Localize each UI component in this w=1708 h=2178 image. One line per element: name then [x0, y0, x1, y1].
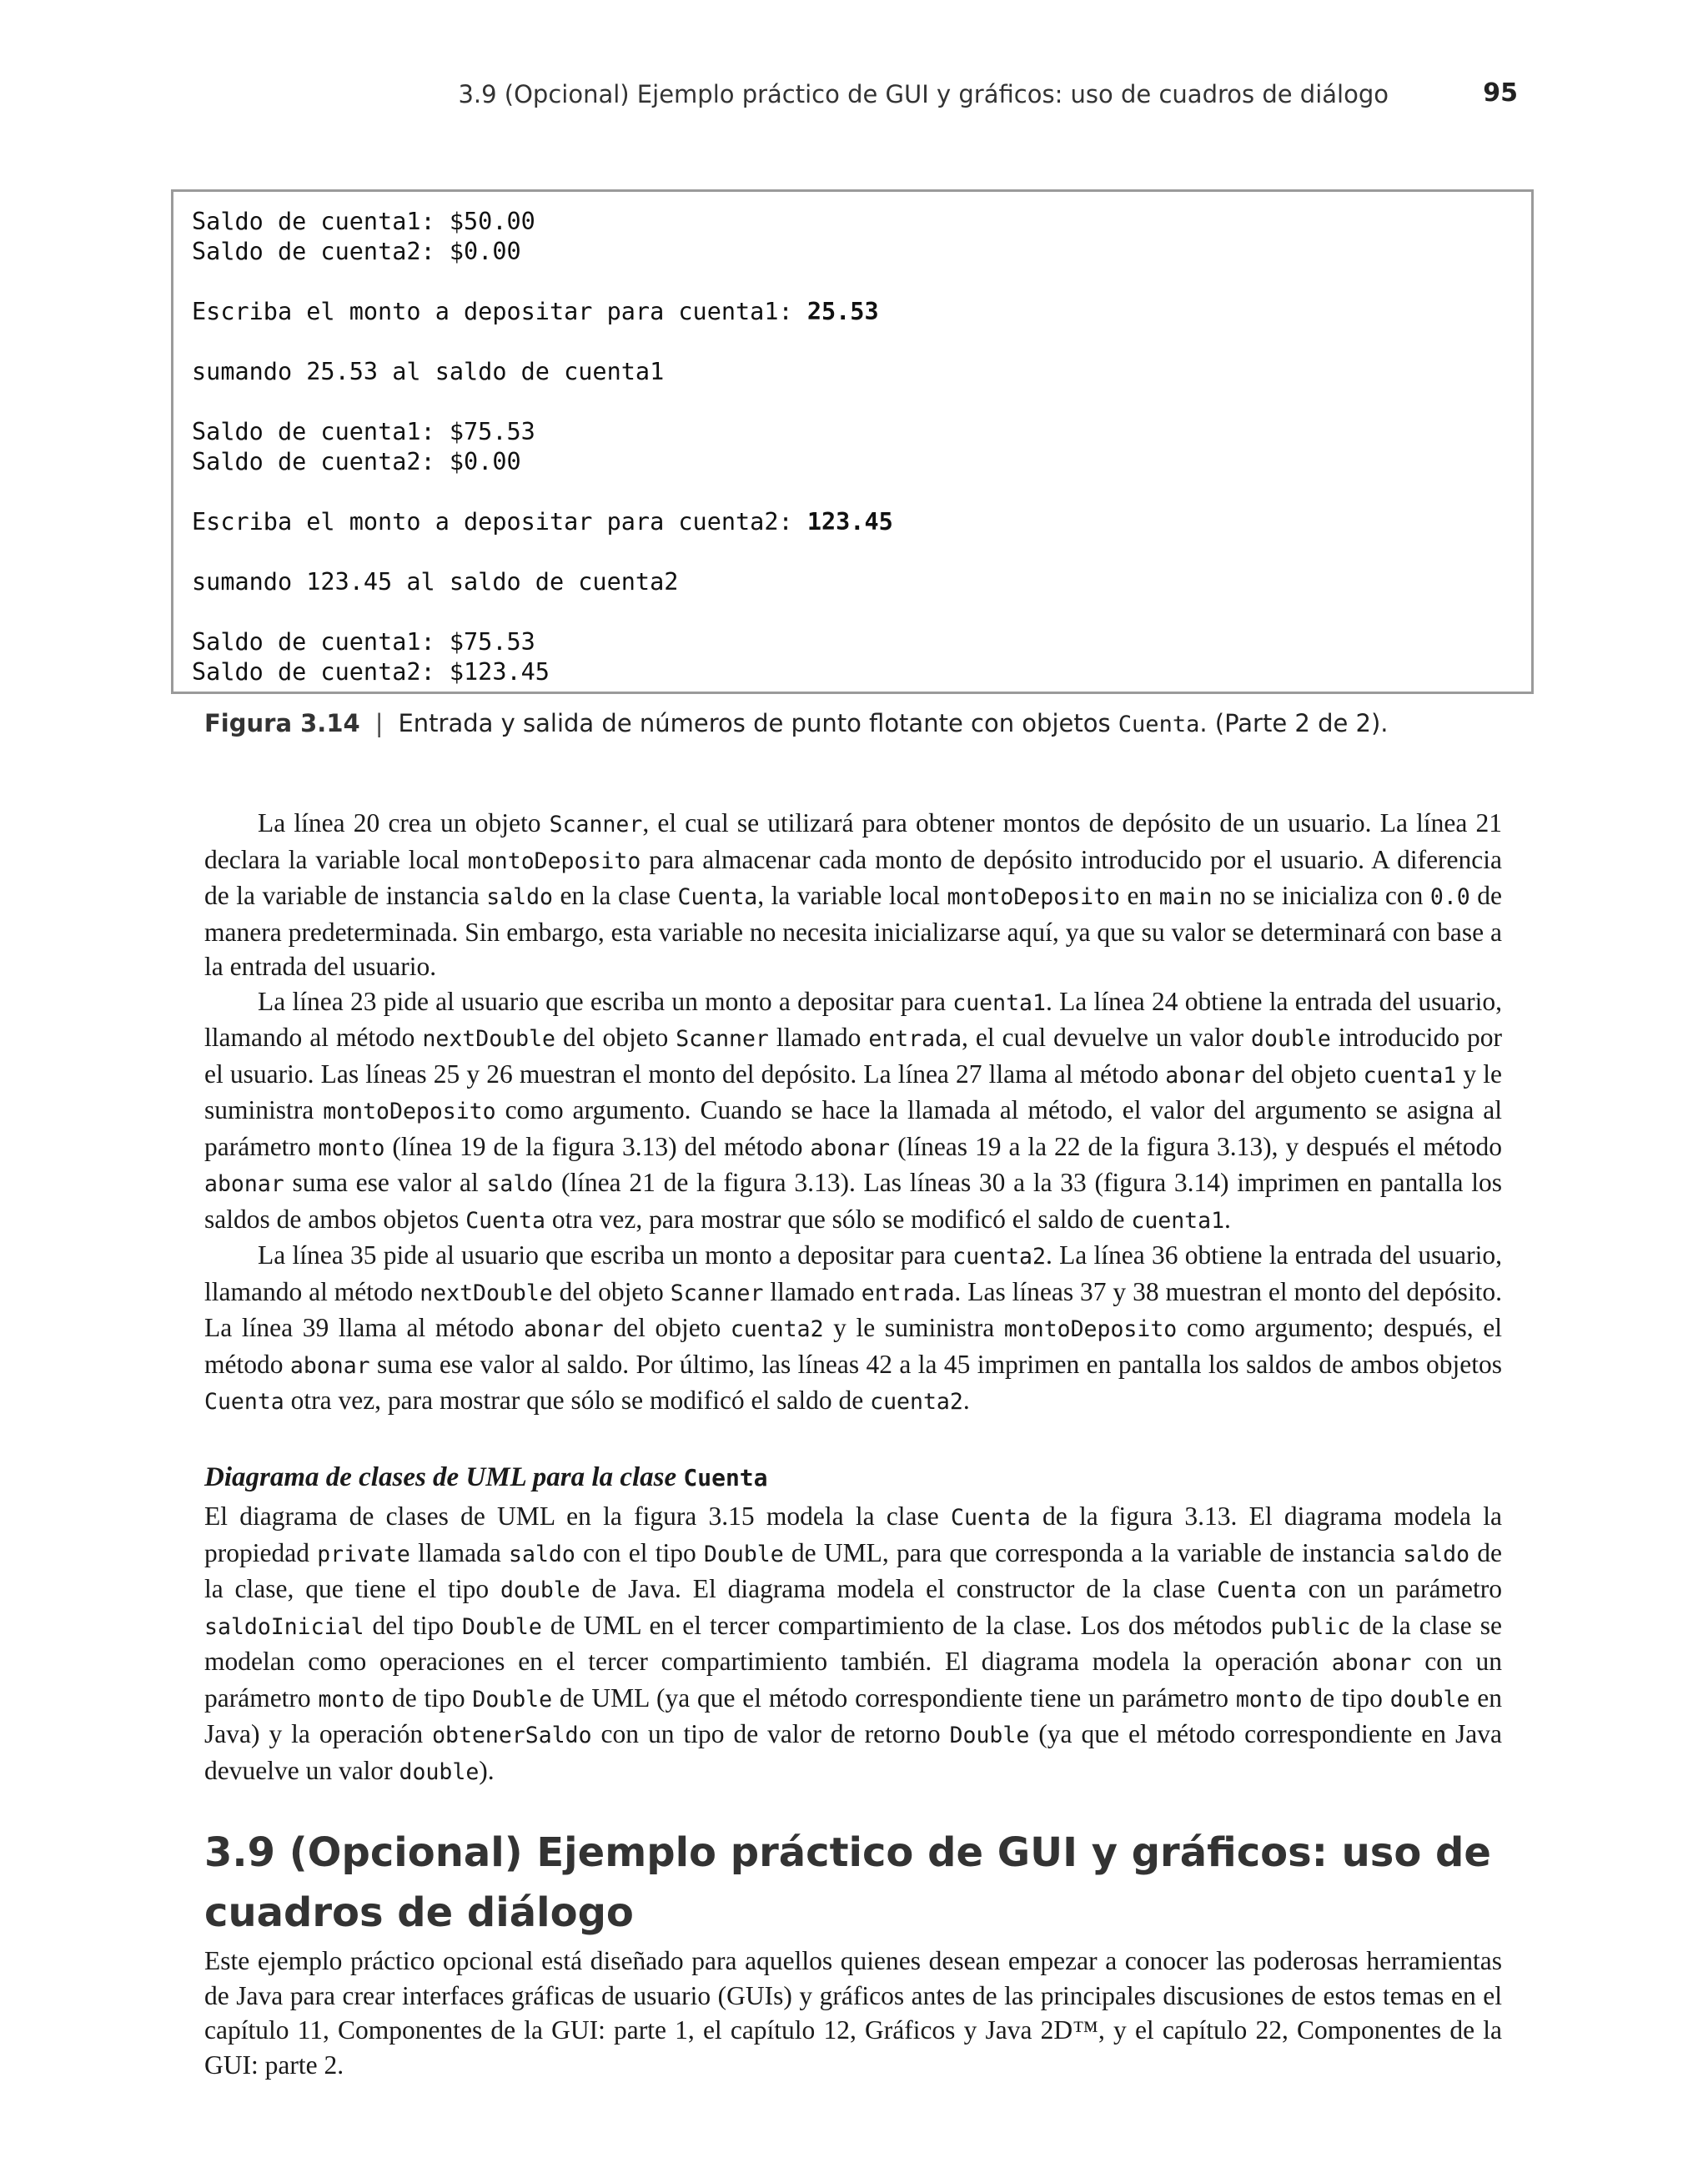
inline-code: abonar — [1331, 1650, 1412, 1676]
inline-code: montoDeposito — [947, 884, 1121, 910]
inline-code: private — [317, 1541, 410, 1567]
text-run: como argumento. Cuando se hace la llamada al método, el valor del argumento se asigna al parámetro — [204, 1095, 1503, 1161]
inline-code: cuenta2 — [730, 1316, 824, 1342]
output-prompt: Escriba el monto a depositar para cuenta2: — [192, 508, 807, 536]
inline-code: double — [1251, 1026, 1331, 1052]
text-run: . — [962, 1386, 970, 1415]
inline-code: cuenta1 — [1363, 1062, 1457, 1089]
paragraph-uml — [204, 1499, 1502, 1789]
text-run: y le suministra — [204, 1059, 1503, 1124]
inline-code: abonar — [1165, 1062, 1245, 1089]
text-run: El diagrama de clases de UML en la figura 3.15 modela la clase — [204, 1501, 952, 1531]
inline-code: Scanner — [670, 1280, 764, 1306]
output-user-input: 25.53 — [806, 298, 879, 325]
paragraph-scanner — [204, 806, 1502, 984]
inline-code: montoDeposito — [323, 1099, 496, 1124]
text-run: de la clase se modelan como operaciones en el tercer compartimiento también. El diagrama modela la operación — [204, 1610, 1502, 1676]
text-run: . Las líneas 37 y 38 muestran el monto del depósito. La línea 39 llama al método — [204, 1276, 1503, 1342]
inline-code: Double — [462, 1613, 542, 1640]
text-run: (línea 19 de la figura 3.13) del método — [384, 1131, 811, 1161]
caption-separator: | — [374, 709, 384, 737]
text-run: La línea 23 pide al usuario que escriba un monto a depositar para — [258, 986, 953, 1016]
inline-code: 0.0 — [1429, 884, 1470, 910]
inline-code: cuenta1 — [952, 989, 1046, 1016]
text-run: de UML, para que corresponda a la variable de instancia — [783, 1537, 1404, 1567]
inline-code: cuenta1 — [1131, 1207, 1225, 1234]
text-run: y le suministra — [823, 1313, 1004, 1342]
inline-code: abonar — [204, 1171, 284, 1197]
inline-code: Double — [949, 1723, 1030, 1748]
subheading-text: Diagrama de clases de UML para la clase — [204, 1462, 684, 1492]
caption-text: Entrada y salida de números de punto flotante con objetos — [398, 709, 1118, 737]
inline-code: cuenta2 — [952, 1244, 1046, 1270]
text-run: introducido por el usuario. Las líneas 25 y 26 muestran el monto del depósito. La línea 27 llama al método — [204, 1023, 1502, 1089]
inline-code: monto — [1235, 1686, 1303, 1713]
text-run: en la clase — [552, 881, 678, 910]
inline-code: monto — [318, 1686, 385, 1713]
inline-code: nextDouble — [419, 1280, 553, 1306]
output-line: Saldo de cuenta1: $75.53 — [192, 628, 535, 656]
inline-code: saldo — [1403, 1541, 1470, 1567]
text-run: en — [1120, 881, 1159, 910]
program-output-box — [171, 189, 1534, 694]
subheading-code: Cuenta — [683, 1464, 768, 1491]
output-blank-line — [192, 597, 1513, 627]
text-run: . La línea 24 obtiene la entrada del usuario, llamando al método — [204, 986, 1502, 1052]
text-run: de tipo — [384, 1683, 473, 1713]
text-run: otra vez, para mostrar que sólo se modificó el saldo de — [545, 1204, 1132, 1234]
text-run: con un tipo de valor de retorno — [591, 1719, 950, 1748]
text-run: de la clase, que tiene el tipo — [204, 1537, 1503, 1603]
text-run: de Java. El diagrama modela el constructor de la clase — [580, 1574, 1218, 1603]
inline-code: Cuenta — [1217, 1577, 1297, 1603]
page-number: 95 — [1483, 78, 1518, 108]
text-run: con un parámetro — [1296, 1574, 1502, 1603]
text-run: . La línea 36 obtiene la entrada del usuario, llamando al método — [204, 1240, 1502, 1306]
inline-code: public — [1270, 1613, 1351, 1640]
inline-code: saldo — [486, 1171, 554, 1197]
text-run: llamada — [409, 1537, 510, 1567]
inline-code: obtenerSaldo — [432, 1723, 592, 1748]
text-run: como argumento; después, el método — [204, 1313, 1503, 1379]
inline-code: double — [1389, 1686, 1470, 1713]
output-blank-line — [192, 267, 1513, 297]
output-line: Saldo de cuenta1: $75.53 — [192, 418, 535, 445]
text-run: , el cual devuelve un valor — [962, 1023, 1252, 1052]
output-blank-line — [192, 327, 1513, 357]
text-run: suma ese valor al saldo. Por último, las líneas 42 a la 45 imprimen en pantalla los saldos de ambos objetos — [369, 1349, 1502, 1379]
running-header: 3.9 (Opcional) Ejemplo práctico de GUI y gráficos: uso de cuadros de diálogo — [458, 80, 1389, 108]
inline-code: cuenta2 — [870, 1389, 963, 1415]
inline-code: monto — [318, 1134, 385, 1161]
text-run: llamado — [768, 1023, 869, 1052]
inline-code: main — [1158, 884, 1213, 910]
text-run: con el tipo — [575, 1537, 704, 1567]
output-line: sumando 25.53 al saldo de cuenta1 — [192, 358, 665, 385]
text-run: llamado — [763, 1276, 862, 1306]
output-blank-line — [192, 387, 1513, 417]
section-text-block — [204, 1944, 1502, 2082]
text-run: de UML (ya que el método correspondiente tiene un parámetro — [552, 1683, 1236, 1713]
text-run: no se inicializa con — [1212, 881, 1430, 910]
inline-code: Scanner — [676, 1026, 769, 1052]
inline-code: Cuenta — [204, 1389, 284, 1415]
inline-code: nextDouble — [422, 1026, 555, 1052]
text-run: de UML en el tercer compartimiento de la clase. Los dos métodos — [541, 1610, 1271, 1640]
text-run: de tipo — [1302, 1683, 1390, 1713]
text-run: del objeto — [555, 1023, 676, 1052]
inline-code: montoDeposito — [1003, 1316, 1178, 1342]
text-run: . — [1224, 1204, 1231, 1234]
inline-code: saldoInicial — [204, 1613, 364, 1640]
inline-code: entrada — [868, 1026, 962, 1052]
inline-code: double — [399, 1758, 480, 1785]
text-run: , la variable local — [757, 881, 947, 910]
text-run: , el cual se utilizará para obtener montos de depósito de un usuario. La línea 21 declara la variable local — [204, 808, 1503, 874]
output-blank-line — [192, 537, 1513, 567]
paragraph-gui-intro: Este ejemplo práctico opcional está diseñado para aquellos quienes desean empezar a conocer las poderosas herramientas de Java para crear interfaces gráficas de usuario (GUIs) y gráficos antes de las principales discusiones de estos temas en el capítulo 11, Componentes de la GUI: parte 1, el capítulo 12, Gráficos y Java 2D™, y el capítulo 22, Componentes de la GUI: parte 2. — [204, 1946, 1502, 2080]
inline-code: saldo — [509, 1541, 575, 1567]
inline-code: entrada — [861, 1280, 955, 1306]
caption-text: . (Parte 2 de 2). — [1199, 709, 1389, 737]
inline-code: Double — [472, 1686, 553, 1713]
output-line: Saldo de cuenta2: $0.00 — [192, 238, 521, 265]
inline-code: Cuenta — [465, 1207, 545, 1234]
text-run: en Java) y la operación — [204, 1683, 1502, 1748]
main-text-block — [204, 806, 1502, 1420]
output-line: Saldo de cuenta1: $50.00 — [192, 208, 535, 235]
paragraph-cuenta1 — [204, 984, 1502, 1239]
text-run: (línea 21 de la figura 3.13). Las líneas 30 a la 33 (figura 3.14) imprimen en pantalla los saldos de ambos objetos — [204, 1168, 1503, 1234]
section-heading: 3.9 (Opcional) Ejemplo práctico de GUI y gráficos: uso de cuadros de diálogo — [204, 1829, 1491, 1936]
text-run: con un parámetro — [204, 1647, 1502, 1713]
inline-code: Cuenta — [677, 884, 758, 910]
text-run: del objeto — [1244, 1059, 1364, 1089]
inline-code: Scanner — [549, 812, 643, 837]
caption-code: Cuenta — [1118, 712, 1200, 737]
text-run: del objeto — [552, 1276, 671, 1306]
text-run: La línea 35 pide al usuario que escriba un monto a depositar para — [258, 1240, 953, 1270]
text-run: suma ese valor al — [284, 1168, 487, 1197]
text-run: (líneas 19 a la 22 de la figura 3.13), y después el método — [890, 1131, 1502, 1161]
text-run: La línea 20 crea un objeto — [258, 808, 550, 837]
uml-subheading — [204, 1462, 768, 1493]
inline-code: abonar — [289, 1352, 370, 1379]
text-run: otra vez, para mostrar que sólo se modificó el saldo de — [284, 1386, 871, 1415]
inline-code: Double — [703, 1541, 784, 1567]
inline-code: abonar — [523, 1316, 604, 1342]
text-run: de manera predeterminada. Sin embargo, esta variable no necesita inicializarse aquí, ya que su valor se determinará con base a la entrada del usuario. — [204, 881, 1503, 981]
text-run: para almacenar cada monto de depósito introducido por el usuario. A diferencia de la variable de instancia — [204, 844, 1502, 910]
figure-caption — [204, 709, 1539, 737]
inline-code: montoDeposito — [467, 848, 641, 874]
paragraph-cuenta2 — [204, 1238, 1502, 1420]
text-run: del objeto — [603, 1313, 731, 1342]
output-line: Saldo de cuenta2: $0.00 — [192, 448, 521, 475]
text-run: de la figura 3.13. El diagrama modela la propiedad — [204, 1501, 1502, 1567]
output-prompt: Escriba el monto a depositar para cuenta1: — [192, 298, 807, 325]
inline-code: double — [500, 1577, 580, 1603]
text-run: ). — [479, 1755, 495, 1785]
output-line: Saldo de cuenta2: $123.45 — [192, 658, 550, 686]
output-line — [192, 297, 1513, 327]
inline-code: Cuenta — [951, 1505, 1031, 1531]
text-run: del tipo — [364, 1610, 463, 1640]
output-user-input: 123.45 — [806, 508, 893, 536]
text-run: (ya que el método correspondiente en Java devuelve un valor — [204, 1719, 1502, 1785]
output-line — [192, 507, 1513, 537]
inline-code: saldo — [486, 884, 553, 910]
output-line: sumando 123.45 al saldo de cuenta2 — [192, 568, 679, 596]
output-blank-line — [192, 477, 1513, 507]
inline-code: abonar — [810, 1134, 891, 1161]
figure-label: Figura 3.14 — [204, 709, 360, 737]
uml-text-block — [204, 1499, 1502, 1789]
